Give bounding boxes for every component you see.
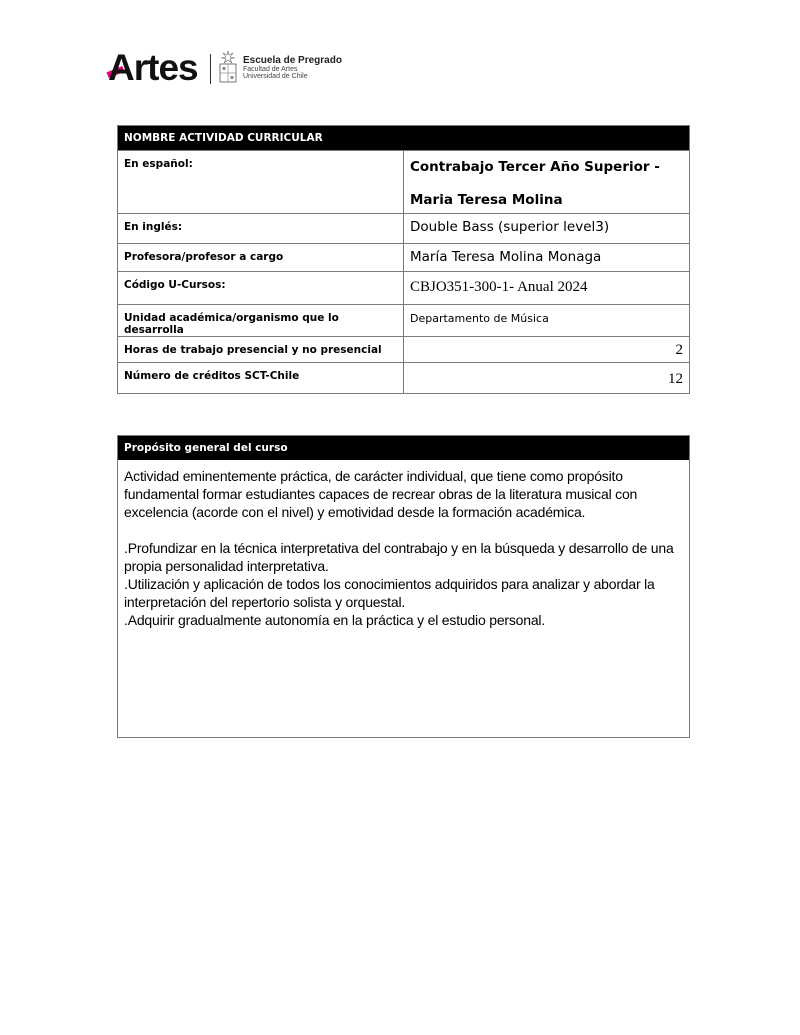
table-row: [118, 151, 690, 214]
university-seal-icon: [218, 50, 238, 84]
label-professor: Profesora/profesor a cargo: [118, 244, 404, 272]
value-spanish-line2: Maria Teresa Molina: [410, 192, 563, 208]
table-row: [118, 244, 690, 272]
value-professor: María Teresa Molina Monaga: [404, 244, 690, 272]
label-english: En inglés:: [118, 214, 404, 244]
table-row: [118, 337, 690, 363]
purpose-item: .Utilización y aplicación de todos los conocimientos adquiridos para analizar y abordar la interpretación del repertorio solista y orquestal.: [124, 576, 655, 610]
purpose-header: Propósito general del curso: [118, 436, 689, 460]
purpose-item: .Profundizar en la técnica interpretativa del contrabajo y en la búsqueda y desarrollo de una propia personalidad interpretativa.: [124, 540, 674, 574]
logo-divider: [210, 54, 211, 84]
table-row: [118, 305, 690, 337]
label-course-code: Código U-Cursos:: [118, 272, 404, 305]
value-credits: 12: [404, 363, 690, 394]
university-name: Universidad de Chile: [243, 73, 308, 80]
course-purpose-section: [117, 435, 690, 738]
school-name: Escuela de Pregrado: [243, 55, 342, 66]
purpose-item: .Adquirir gradualmente autonomía en la práctica y el estudio personal.: [124, 612, 546, 628]
value-spanish: [404, 151, 690, 214]
purpose-body: [118, 460, 689, 737]
table-row: [118, 363, 690, 394]
school-block: [243, 56, 342, 80]
faculty-name: Facultad de Artes: [243, 66, 298, 73]
table-row: [118, 272, 690, 305]
value-hours: 2: [404, 337, 690, 363]
label-credits: Número de créditos SCT-Chile: [118, 363, 404, 394]
value-spanish-line1: Contrabajo Tercer Año Superior -: [410, 159, 660, 175]
label-spanish: En español:: [118, 151, 404, 214]
page-header: [108, 44, 408, 88]
value-course-code: CBJO351-300-1- Anual 2024: [404, 272, 690, 305]
label-academic-unit: Unidad académica/organismo que lo desarrolla: [118, 305, 404, 337]
brand-logo: Artes: [108, 47, 198, 88]
label-hours: Horas de trabajo presencial y no presencial: [118, 337, 404, 363]
purpose-intro: Actividad eminentemente práctica, de carácter individual, que tiene como propósito fundamental formar estudiantes capaces de recrear obras de la literatura musical con excelencia (acorde con el nivel) y emotividad desde la formación académica.: [124, 468, 638, 520]
course-table-header: NOMBRE ACTIVIDAD CURRICULAR: [118, 126, 690, 151]
value-english: Double Bass (superior level3): [404, 214, 690, 244]
table-row: [118, 214, 690, 244]
course-info-table: [117, 125, 690, 394]
value-academic-unit: Departamento de Música: [404, 305, 690, 337]
